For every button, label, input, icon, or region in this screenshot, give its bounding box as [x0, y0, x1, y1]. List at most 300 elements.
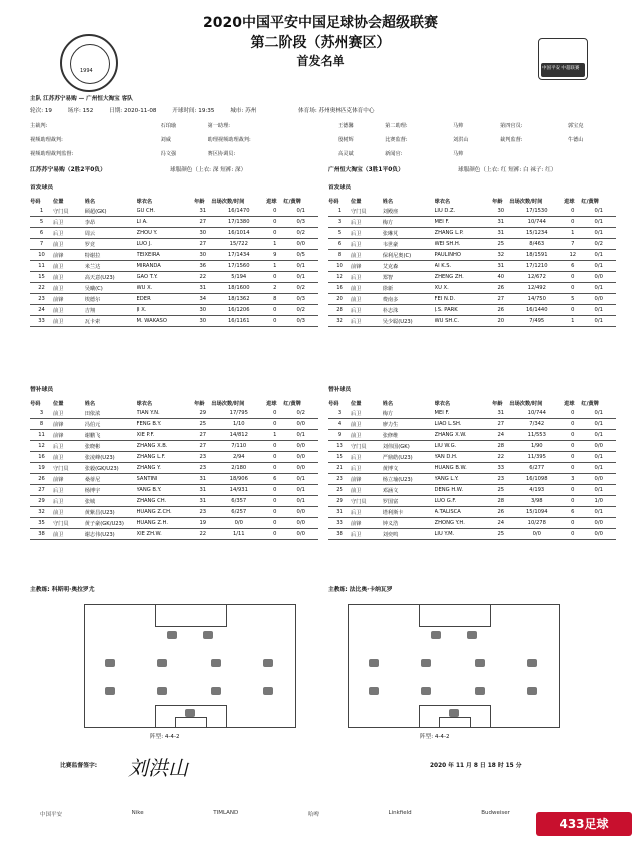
- player-cell: 后卫: [351, 316, 383, 327]
- player-cell: 后卫: [351, 452, 383, 463]
- column-header: 号码: [328, 198, 339, 205]
- player-cell: 前卫: [351, 250, 383, 261]
- player-cell: WU X.: [137, 283, 195, 294]
- player-cell: 2/180: [211, 463, 266, 474]
- player-cell: 1: [266, 430, 283, 441]
- player-cell: 0/2: [283, 228, 318, 239]
- player-cell: 32: [328, 316, 351, 327]
- player-cell: 0: [564, 529, 581, 540]
- column-header: 位置: [53, 198, 64, 205]
- jersey-icon: [527, 659, 537, 667]
- column-header: 出场次数/时间: [211, 198, 245, 205]
- player-cell: 26: [30, 474, 53, 485]
- player-cell: 后卫: [53, 228, 85, 239]
- player-row: [30, 507, 318, 518]
- jersey-icon: [203, 631, 213, 639]
- player-cell: 28: [492, 441, 509, 452]
- player-row: [328, 217, 616, 228]
- away-subs-label: 替补球员: [328, 387, 352, 393]
- player-cell: 罗国富: [383, 496, 435, 507]
- player-cell: 8/463: [509, 239, 564, 250]
- player-cell: 吴曦(C): [85, 283, 137, 294]
- player-row: [30, 316, 318, 327]
- player-cell: 0/1: [581, 485, 616, 496]
- player-cell: LUO J.: [137, 239, 195, 250]
- player-cell: 6: [328, 239, 351, 250]
- sign-date: 2020 年 11 月 8 日 18 时 15 分: [430, 763, 522, 769]
- column-header: 年龄: [194, 400, 205, 407]
- player-cell: 0: [564, 430, 581, 441]
- column-header: 姓名: [382, 400, 394, 407]
- player-cell: 黄子豪(GK/U23): [85, 518, 137, 529]
- column-header: 进球: [564, 400, 575, 407]
- city-label: 城市:: [230, 108, 244, 114]
- player-cell: 周云: [85, 228, 137, 239]
- player-row: [30, 441, 318, 452]
- column-header: 球衣名: [136, 400, 153, 407]
- player-cell: 25: [492, 239, 509, 250]
- official-cell: 马帅: [453, 122, 464, 129]
- player-cell: 10/744: [509, 408, 564, 419]
- player-cell: 0/0: [283, 463, 318, 474]
- player-cell: 0: [564, 419, 581, 430]
- player-cell: 40: [492, 272, 509, 283]
- player-row: [30, 283, 318, 294]
- player-cell: 10: [328, 261, 351, 272]
- supervisor-signature: 刘洪山: [128, 756, 188, 780]
- csl-logo: [538, 38, 588, 80]
- column-header: 出场次数/时间: [509, 198, 543, 205]
- player-cell: 25: [194, 419, 211, 430]
- player-row: [30, 408, 318, 419]
- player-cell: MEI F.: [435, 408, 493, 419]
- jersey-icon: [421, 687, 431, 695]
- player-cell: 15/722: [211, 239, 266, 250]
- watermark-logo: 433足球: [536, 812, 632, 836]
- jersey-icon: [105, 659, 115, 667]
- player-cell: 0: [266, 518, 283, 529]
- player-cell: TEIXEIRA: [137, 250, 195, 261]
- stadium-label: 体育场:: [298, 108, 317, 114]
- player-cell: 27: [492, 419, 509, 430]
- player-cell: 15/1094: [509, 507, 564, 518]
- player-cell: 0: [266, 408, 283, 419]
- player-row: [328, 419, 616, 430]
- away-starters-label: 首发球员: [328, 185, 352, 191]
- away-formation: 阵型: 4-4-2: [420, 734, 450, 740]
- table-header-row: [30, 196, 318, 206]
- player-cell: 后卫: [351, 507, 383, 518]
- player-row: [328, 206, 616, 217]
- player-row: [30, 419, 318, 430]
- player-cell: 5: [328, 228, 351, 239]
- csl-logo-text: 中国平安 中超联赛: [542, 66, 580, 71]
- player-cell: 0: [564, 463, 581, 474]
- player-cell: 31: [492, 217, 509, 228]
- player-cell: 前锋: [53, 430, 85, 441]
- player-cell: 瓦卡索: [85, 316, 137, 327]
- jersey-icon: [167, 631, 177, 639]
- player-cell: 前卫: [53, 452, 85, 463]
- player-cell: 6/277: [509, 463, 564, 474]
- player-cell: 前卫: [53, 316, 85, 327]
- official-cell: 第四官员:: [500, 122, 523, 129]
- player-row: [328, 430, 616, 441]
- player-cell: 17/795: [211, 408, 266, 419]
- player-cell: 前卫: [53, 507, 85, 518]
- player-cell: 8: [30, 419, 53, 430]
- player-cell: ZHANG X.W.: [435, 430, 493, 441]
- player-cell: 后卫: [53, 441, 85, 452]
- sponsor-logo: Budweiser: [481, 810, 510, 816]
- jersey-icon: [263, 687, 273, 695]
- player-cell: 31: [492, 261, 509, 272]
- player-cell: 24: [492, 430, 509, 441]
- player-cell: 0: [564, 485, 581, 496]
- player-cell: 郑智: [383, 272, 435, 283]
- player-cell: 0/0: [581, 529, 616, 540]
- player-cell: JI X.: [137, 305, 195, 316]
- player-cell: 梅方: [383, 408, 435, 419]
- player-cell: 17/1560: [211, 261, 266, 272]
- player-row: [30, 496, 318, 507]
- player-cell: LIU D.Z.: [435, 206, 493, 217]
- city: 苏州: [245, 108, 257, 114]
- player-cell: 17/1210: [509, 261, 564, 272]
- official-cell: 殷树辉: [338, 136, 354, 143]
- player-cell: 8: [328, 250, 351, 261]
- home-formation: 阵型: 4-4-2: [150, 734, 180, 740]
- player-cell: 0: [564, 518, 581, 529]
- player-cell: 0: [564, 452, 581, 463]
- official-cell: 第二助理:: [385, 122, 408, 129]
- player-cell: 15/1234: [509, 228, 564, 239]
- home-starters-label: 首发球员: [30, 185, 54, 191]
- player-cell: 20: [492, 316, 509, 327]
- player-cell: 前卫: [53, 239, 85, 250]
- player-cell: 0/1: [283, 496, 318, 507]
- player-cell: 29: [194, 408, 211, 419]
- player-cell: HUANG Z.H.: [137, 518, 195, 529]
- official-cell: 郭宝克: [567, 122, 584, 129]
- player-cell: 0/1: [581, 305, 616, 316]
- player-cell: 20: [328, 294, 351, 305]
- player-cell: 1/90: [509, 441, 564, 452]
- player-cell: AI K.S.: [435, 261, 493, 272]
- title-line3: 首发名单: [296, 54, 345, 68]
- player-cell: 0/0: [283, 441, 318, 452]
- table-header-row: [328, 398, 616, 408]
- jersey-icon: [369, 659, 379, 667]
- table-header-row: [30, 398, 318, 408]
- player-cell: 0/0: [283, 507, 318, 518]
- player-cell: 1: [328, 206, 351, 217]
- player-cell: 23: [328, 474, 351, 485]
- player-cell: EDER: [137, 294, 195, 305]
- player-cell: 12: [328, 272, 351, 283]
- player-cell: 25: [492, 529, 509, 540]
- player-cell: 0/0: [581, 294, 616, 305]
- player-cell: 0: [564, 217, 581, 228]
- player-cell: HUANG B.W.: [435, 463, 493, 474]
- player-cell: 15: [328, 452, 351, 463]
- player-cell: 顾超(GK): [85, 206, 137, 217]
- cfa-logo-year: 1994: [80, 68, 93, 74]
- player-cell: ZHANG CH.: [137, 496, 195, 507]
- player-cell: GAO T.Y.: [137, 272, 195, 283]
- player-cell: 0/0: [581, 272, 616, 283]
- sponsor-logo: 哈啤: [307, 812, 319, 818]
- player-cell: MEI F.: [435, 217, 493, 228]
- player-cell: 0/0: [283, 239, 318, 250]
- column-header: 红/黄牌: [283, 198, 301, 205]
- player-cell: 5: [30, 217, 53, 228]
- player-cell: 后卫: [53, 496, 85, 507]
- player-cell: 23: [194, 463, 211, 474]
- player-cell: XU X.: [435, 283, 493, 294]
- player-cell: 0: [564, 272, 581, 283]
- player-cell: FEI N.D.: [435, 294, 493, 305]
- player-cell: 0: [564, 441, 581, 452]
- official-cell: 马帅: [453, 150, 464, 157]
- player-cell: 0/1: [283, 474, 318, 485]
- player-row: [30, 250, 318, 261]
- player-cell: 9: [328, 430, 351, 441]
- player-cell: 韦世豪: [383, 239, 435, 250]
- player-cell: 33: [328, 518, 351, 529]
- player-cell: 0/1: [283, 206, 318, 217]
- match-no-label: 场序:: [67, 108, 81, 114]
- player-cell: 14/750: [509, 294, 564, 305]
- player-cell: 守门员: [53, 206, 85, 217]
- player-cell: 3: [328, 217, 351, 228]
- player-cell: 26: [492, 507, 509, 518]
- player-cell: 14/812: [211, 430, 266, 441]
- player-cell: 张晓彬: [85, 441, 137, 452]
- player-cell: 32: [30, 507, 53, 518]
- player-cell: 13: [328, 441, 351, 452]
- player-cell: 6: [266, 474, 283, 485]
- player-cell: 16: [30, 452, 53, 463]
- player-cell: 杨博宇: [85, 485, 137, 496]
- kickoff-label: 开球时间:: [172, 108, 197, 114]
- player-cell: 前卫: [53, 272, 85, 283]
- player-cell: 30: [194, 305, 211, 316]
- player-cell: 张琳芃: [383, 228, 435, 239]
- home-starters-table: [30, 196, 318, 327]
- player-cell: 张修维: [383, 430, 435, 441]
- player-row: [328, 496, 616, 507]
- player-cell: 前卫: [351, 283, 383, 294]
- player-cell: 27: [194, 217, 211, 228]
- player-cell: LIAO L.SH.: [435, 419, 493, 430]
- player-cell: 33: [492, 463, 509, 474]
- player-cell: LIU W.G.: [435, 441, 493, 452]
- player-cell: 0: [564, 305, 581, 316]
- player-cell: 刘殿座: [383, 206, 435, 217]
- column-header: 姓名: [382, 198, 394, 205]
- player-cell: 31: [194, 485, 211, 496]
- player-row: [30, 217, 318, 228]
- player-cell: 前卫: [351, 485, 383, 496]
- player-cell: 17/1380: [211, 217, 266, 228]
- player-cell: ZHENG ZH.: [435, 272, 493, 283]
- player-cell: 0/1: [581, 419, 616, 430]
- column-header: 进球: [266, 400, 277, 407]
- player-row: [328, 228, 616, 239]
- player-cell: 谢鹏飞: [85, 430, 137, 441]
- player-cell: 26: [492, 283, 509, 294]
- player-cell: TIAN Y.N.: [137, 408, 195, 419]
- player-cell: 田依浓: [85, 408, 137, 419]
- home-kit: 球服颜色（上衣: 深 短裤: 深）: [170, 167, 247, 173]
- player-cell: 前锋: [351, 474, 383, 485]
- player-cell: 0: [564, 206, 581, 217]
- official-cell: 第一助理:: [207, 122, 231, 129]
- player-cell: 24: [492, 518, 509, 529]
- player-row: [328, 316, 616, 327]
- player-cell: 30: [492, 206, 509, 217]
- player-cell: 0: [564, 283, 581, 294]
- player-cell: 桑蒂尼: [85, 474, 137, 485]
- player-cell: 11/395: [509, 452, 564, 463]
- sponsor-logo: Nike: [131, 810, 144, 816]
- away-starters-table: [328, 196, 616, 327]
- player-cell: 后卫: [351, 239, 383, 250]
- player-cell: 6/257: [211, 507, 266, 518]
- player-cell: 后卫: [351, 305, 383, 316]
- player-cell: 0/3: [283, 217, 318, 228]
- player-cell: 6: [564, 261, 581, 272]
- player-cell: 0: [564, 496, 581, 507]
- sponsor-logo: Linkfield: [388, 810, 412, 816]
- player-cell: YAN D.H.: [435, 452, 493, 463]
- player-cell: 0/2: [581, 239, 616, 250]
- player-cell: 塔利斯卡: [383, 507, 435, 518]
- player-row: [328, 272, 616, 283]
- player-cell: ZHANG L.F.: [137, 452, 195, 463]
- player-cell: 前卫: [53, 529, 85, 540]
- player-cell: 22: [194, 272, 211, 283]
- home-team-name: 江苏苏宁易购（2胜2平0负）: [30, 167, 106, 173]
- player-cell: 0/0: [283, 529, 318, 540]
- player-cell: 31: [194, 496, 211, 507]
- player-row: [328, 452, 616, 463]
- official-cell: 主裁判:: [30, 122, 48, 129]
- player-cell: 21: [328, 463, 351, 474]
- player-cell: 36: [194, 261, 211, 272]
- player-cell: 0/0: [581, 441, 616, 452]
- player-cell: 前卫: [53, 261, 85, 272]
- player-cell: 16/1098: [509, 474, 564, 485]
- player-cell: 守门员: [53, 463, 85, 474]
- player-cell: 31: [328, 507, 351, 518]
- player-cell: HUANG Z.CH.: [137, 507, 195, 518]
- away-subs-table: [328, 398, 616, 540]
- player-row: [30, 485, 318, 496]
- officials-table: [30, 118, 615, 160]
- player-cell: 0/2: [283, 305, 318, 316]
- player-cell: YANG B.Y.: [137, 485, 195, 496]
- player-cell: 0/1: [581, 206, 616, 217]
- player-row: [328, 294, 616, 305]
- player-cell: 埃德尔: [85, 294, 137, 305]
- official-cell: 石珀瑜: [160, 122, 177, 129]
- player-cell: 1/11: [211, 529, 266, 540]
- player-cell: 0/0: [283, 419, 318, 430]
- player-cell: 朴志洙: [383, 305, 435, 316]
- player-cell: 10/278: [509, 518, 564, 529]
- title-line2: 第二阶段（苏州赛区）: [250, 35, 391, 51]
- match-line: 主队 江苏苏宁易购 — 广州恒大淘宝 客队: [30, 96, 133, 102]
- officials-row: [30, 132, 615, 146]
- player-cell: 守门员: [351, 441, 383, 452]
- date: 2020-11-08: [123, 108, 157, 114]
- jersey-icon: [211, 687, 221, 695]
- player-cell: 27: [194, 430, 211, 441]
- player-cell: 0/1: [581, 408, 616, 419]
- player-cell: 0: [266, 272, 283, 283]
- player-cell: 27: [492, 294, 509, 305]
- player-cell: 0/1: [283, 430, 318, 441]
- round-label: 轮次:: [30, 108, 44, 114]
- player-row: [328, 239, 616, 250]
- player-cell: 23: [492, 474, 509, 485]
- player-cell: 27: [194, 441, 211, 452]
- player-cell: 0/1: [581, 217, 616, 228]
- column-header: 位置: [351, 400, 362, 407]
- player-cell: ZHOU Y.: [137, 228, 195, 239]
- player-cell: 16/1470: [211, 206, 266, 217]
- jersey-icon: [157, 687, 167, 695]
- player-cell: 后卫: [351, 408, 383, 419]
- player-cell: 1/10: [211, 419, 266, 430]
- player-cell: 23: [194, 452, 211, 463]
- official-cell: 高灵斌: [338, 150, 354, 157]
- player-row: [328, 283, 616, 294]
- player-cell: 15: [30, 272, 53, 283]
- player-cell: ZHANG X.B.: [137, 441, 195, 452]
- title-line1: 2020中国平安中国足球协会超级联赛: [203, 15, 438, 31]
- jersey-icon: [431, 631, 441, 639]
- player-cell: 前锋: [53, 250, 85, 261]
- player-cell: 19: [194, 518, 211, 529]
- player-cell: 4/193: [509, 485, 564, 496]
- player-cell: 前卫: [351, 419, 383, 430]
- table-header-row: [328, 196, 616, 206]
- player-cell: 张毅(GK/U23): [85, 463, 137, 474]
- player-cell: 28: [492, 496, 509, 507]
- column-header: 号码: [30, 400, 41, 407]
- player-cell: 6/357: [211, 496, 266, 507]
- player-cell: 0/1: [283, 485, 318, 496]
- player-cell: 艾克森: [383, 261, 435, 272]
- column-header: 位置: [53, 400, 64, 407]
- jersey-icon: [475, 659, 485, 667]
- official-cell: 赛区协调员:: [207, 150, 236, 157]
- player-cell: 1: [564, 228, 581, 239]
- player-cell: 0/1: [581, 463, 616, 474]
- player-cell: FENG B.Y.: [137, 419, 195, 430]
- player-row: [30, 474, 318, 485]
- player-row: [30, 463, 318, 474]
- player-cell: 张城: [85, 496, 137, 507]
- officials-row: [30, 118, 615, 132]
- player-cell: 0: [266, 441, 283, 452]
- official-cell: 王德馨: [338, 122, 354, 129]
- player-cell: 李昂: [85, 217, 137, 228]
- away-coach: 主教练: 法比奥·卡纳瓦罗: [328, 587, 393, 593]
